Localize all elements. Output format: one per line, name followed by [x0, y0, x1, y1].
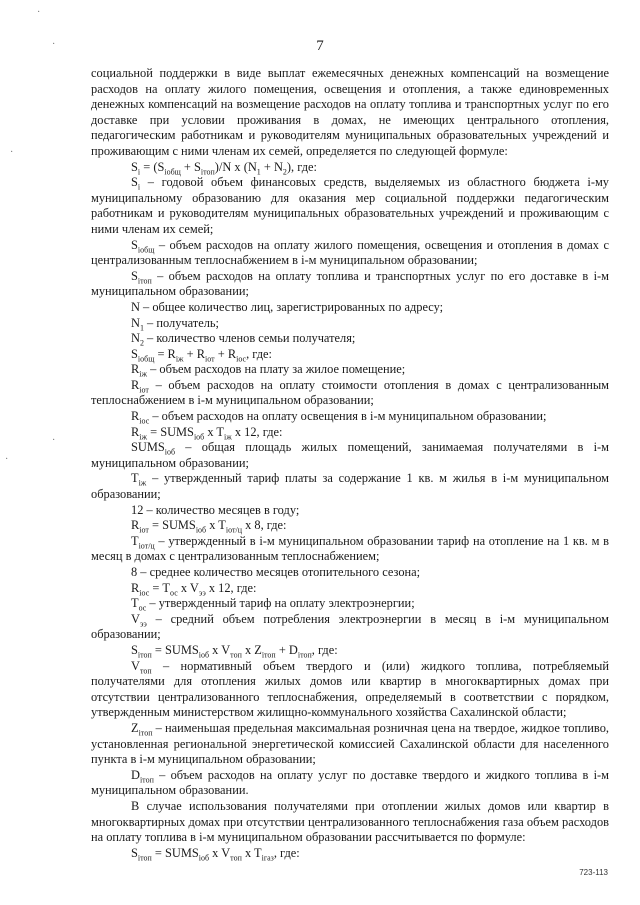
paragraph: [91, 175, 609, 237]
subscript: iж: [224, 432, 232, 442]
text-run: + S: [180, 159, 201, 174]
text-run: = SUMS: [151, 845, 199, 860]
text-run: N: [131, 331, 140, 346]
text-run: – нормативный объем твердого и (или) жидкого топлива, потребляемый получателями для отопления жилых домов или квартир в многоквартирных домах при отсутствии централизованного теплоснабжения, определяемый в соответствии с порядком, утвержденным министерством жилищно-коммунального хозяйства Сахалинской области;: [91, 658, 609, 720]
subscript: топ: [230, 853, 242, 863]
paragraph: [91, 846, 609, 862]
subscript: iгаз: [261, 853, 274, 863]
subscript: 2: [139, 338, 144, 348]
text-run: + D: [275, 642, 298, 657]
paragraph: [91, 316, 609, 332]
text-run: – общая площадь жилых помещений, занимаемая получателями в i-м муниципальном образовании;: [91, 440, 609, 470]
text-run: S: [131, 159, 138, 174]
page-number: 7: [316, 38, 324, 54]
text-run: – объем расходов на оплату жилого помещения, освещения и отопления в домах с централизованным теплоснабжением в i-м муниципальном образовании;: [91, 237, 609, 268]
subscript: iж: [138, 478, 147, 488]
text-run: S: [131, 642, 138, 657]
text-run: Z: [131, 720, 139, 735]
footer-code: 723-113: [579, 868, 608, 877]
subscript: i: [137, 167, 141, 177]
subscript: iж: [139, 432, 148, 442]
paragraph: [91, 565, 609, 581]
paragraph: [91, 503, 609, 519]
text-run: = SUMS: [151, 642, 199, 657]
text-run: V: [131, 658, 140, 673]
text-run: социальной поддержки в виде выплат ежемесячных денежных компенсаций на возмещение расходов на оплату жилого помещения, освещения и отопления, а также единовременных денежных компенсаций на возмещение расходов на оплату топлива и транспортных услуг по его доставке при условии проживания в домах, не имеющих центрального отопления, педагогическим работникам и руководителям муниципальных образовательных учреждений и проживающим с ними членам их семей, определяется по следующей формуле:: [91, 66, 609, 158]
subscript: iж: [139, 369, 148, 379]
subscript: iтоп: [139, 775, 154, 785]
text-run: N – общее количество лиц, зарегистрированных по адресу;: [131, 299, 444, 314]
text-run: – утвержденный в i-м муниципальном образовании тариф на отопление на 1 кв. м в месяц в домах с централизованным теплоснабжением;: [91, 533, 609, 564]
subscript: ээ: [139, 619, 147, 629]
text-run: + R: [183, 346, 206, 361]
text-run: – количество членов семьи получателя;: [143, 331, 356, 346]
subscript: iоб: [193, 432, 205, 442]
text-run: R: [131, 518, 140, 533]
scan-speck-mark: ·: [52, 435, 56, 446]
subscript: iос: [139, 588, 150, 598]
text-run: T: [131, 471, 139, 486]
text-run: 12 – количество месяцев в году;: [131, 502, 300, 517]
text-run: R: [131, 377, 140, 392]
text-run: R: [131, 424, 140, 439]
subscript: iоб: [198, 853, 210, 863]
text-run: S: [131, 175, 138, 190]
subscript: iот: [205, 354, 215, 364]
paragraph: [91, 425, 609, 441]
subscript: i: [137, 182, 141, 192]
text-run: R: [131, 409, 140, 424]
subscript: iобщ: [137, 245, 155, 254]
paragraph: [91, 66, 609, 160]
text-run: = (S: [140, 159, 165, 174]
document-body: [91, 66, 609, 861]
subscript: 1: [139, 322, 144, 332]
text-run: – объем расходов на оплату услуг по доставке твердого и жидкого топлива в i-м муниципальном образовании.: [91, 767, 609, 798]
text-run: x Z: [241, 642, 262, 657]
text-run: – годовой объем финансовых средств, выделяемых из областного бюджета i-му муниципальному образованию для оказания мер социальной поддержки педагогическим работникам и руководителям муниципальных образовательных учреждений и проживающим с ними членам их семей;: [91, 175, 609, 236]
paragraph: [91, 596, 609, 612]
paragraph: [91, 269, 609, 300]
paragraph: [91, 612, 609, 643]
subscript: iот/ц: [138, 541, 155, 551]
subscript: iоб: [195, 525, 207, 535]
text-run: T: [131, 533, 139, 548]
text-run: )/N x (N: [214, 159, 257, 174]
text-run: x V: [209, 845, 231, 860]
text-run: S: [131, 237, 138, 252]
subscript: топ: [230, 650, 242, 660]
subscript: iобщ: [137, 354, 155, 364]
text-run: V: [131, 611, 140, 626]
subscript: iтоп: [200, 167, 215, 177]
paragraph: [91, 362, 609, 378]
text-run: S: [131, 268, 138, 283]
text-run: S: [131, 845, 138, 860]
subscript: iтоп: [137, 650, 152, 660]
subscript: iот: [139, 525, 149, 535]
text-run: , где:: [273, 845, 300, 860]
text-run: + N: [260, 159, 283, 174]
text-run: – объем расходов на плату за жилое помещение;: [147, 362, 406, 377]
text-run: , где:: [246, 346, 272, 361]
paragraph: [91, 471, 609, 502]
subscript: iобщ: [164, 167, 181, 177]
text-run: – объем расходов на оплату топлива и транспортных услуг по его доставке в i-м муниципальном образовании;: [91, 268, 609, 299]
subscript: iтоп: [137, 853, 152, 863]
subscript: 2: [282, 167, 287, 177]
subscript: iж: [175, 354, 184, 364]
subscript: iтоп: [137, 276, 152, 286]
text-run: x 12, где:: [231, 424, 283, 439]
paragraph: [91, 347, 609, 363]
text-run: T: [131, 596, 139, 611]
paragraph: [91, 378, 609, 409]
text-run: – средний объем потребления электроэнергии в месяц в i-м муниципальном образовании;: [91, 611, 609, 642]
text-run: x T: [204, 424, 224, 439]
text-run: 8 – среднее количество месяцев отопительного сезона;: [131, 565, 421, 579]
text-run: = R: [154, 346, 176, 361]
text-run: – утвержденный тариф на оплату электроэнергии;: [146, 596, 415, 611]
paragraph: [91, 331, 609, 347]
subscript: ос: [138, 603, 147, 613]
text-run: , где:: [311, 642, 338, 657]
text-run: – утвержденный тариф платы за содержание 1 кв. м жилья в i-м муниципальном образовании;: [91, 471, 609, 502]
paragraph: [91, 721, 609, 768]
text-run: ), где:: [286, 159, 317, 174]
paragraph: [91, 409, 609, 425]
subscript: iоб: [198, 650, 210, 660]
subscript: iтоп: [261, 650, 276, 660]
paragraph: [91, 659, 609, 721]
text-run: = T: [149, 580, 171, 595]
text-run: SUMS: [131, 440, 165, 455]
paragraph: [91, 518, 609, 534]
paragraph: [91, 768, 609, 799]
text-run: x 12, где:: [205, 580, 257, 595]
text-run: x T: [241, 845, 262, 860]
text-run: = SUMS: [147, 424, 194, 439]
scan-speck-mark: ·: [5, 454, 9, 465]
text-run: N: [131, 315, 140, 330]
text-run: D: [131, 767, 140, 782]
subscript: iос: [139, 416, 150, 426]
subscript: iос: [236, 354, 247, 364]
paragraph: [91, 799, 609, 846]
text-run: – объем расходов на оплату стоимости отопления в домах с централизованным теплоснабжением в i-м муниципальном образовании;: [91, 377, 609, 408]
text-run: – получатель;: [143, 315, 219, 330]
text-run: x 8, где:: [242, 518, 287, 533]
text-run: – объем расходов на оплату освещения в i-м муниципальном образовании;: [149, 409, 547, 424]
subscript: топ: [139, 666, 152, 676]
text-run: В случае использования получателями при отоплении жилых домов или квартир в многоквартирных домах при отсутствии централизованного теплоснабжения газа объем расходов на оплату топлива в i-м муниципальном образовании рассчитывается по формуле:: [91, 798, 609, 845]
subscript: ээ: [198, 588, 206, 598]
text-run: R: [131, 362, 140, 377]
text-run: R: [131, 580, 140, 595]
text-run: – наименьшая предельная максимальная розничная цена на твердое, жидкое топливо, установленная региональной энергетической комиссией Сахалинской области для населенного пункта в i-м муниципальном образовании;: [91, 720, 609, 767]
paragraph: [91, 643, 609, 659]
scan-speck-mark: ·: [37, 7, 41, 18]
scan-speck-mark: ·: [52, 39, 56, 50]
subscript: ос: [170, 588, 178, 598]
scan-speck-mark: ·: [10, 147, 14, 158]
paragraph: [91, 160, 609, 176]
subscript: 1: [256, 167, 261, 177]
subscript: iот: [139, 385, 149, 395]
text-run: = SUMS: [148, 518, 196, 533]
subscript: iот/ц: [225, 525, 242, 535]
paragraph: [91, 581, 609, 597]
text-run: + R: [214, 346, 237, 361]
text-run: x V: [209, 642, 231, 657]
paragraph: [91, 238, 609, 269]
text-run: x V: [177, 580, 199, 595]
subscript: iтоп: [297, 650, 312, 660]
text-run: S: [131, 346, 138, 361]
paragraph: [91, 300, 609, 316]
text-run: x T: [206, 518, 226, 533]
paragraph: [91, 534, 609, 565]
subscript: iоб: [164, 447, 176, 457]
paragraph: [91, 440, 609, 471]
subscript: iтоп: [138, 728, 153, 738]
